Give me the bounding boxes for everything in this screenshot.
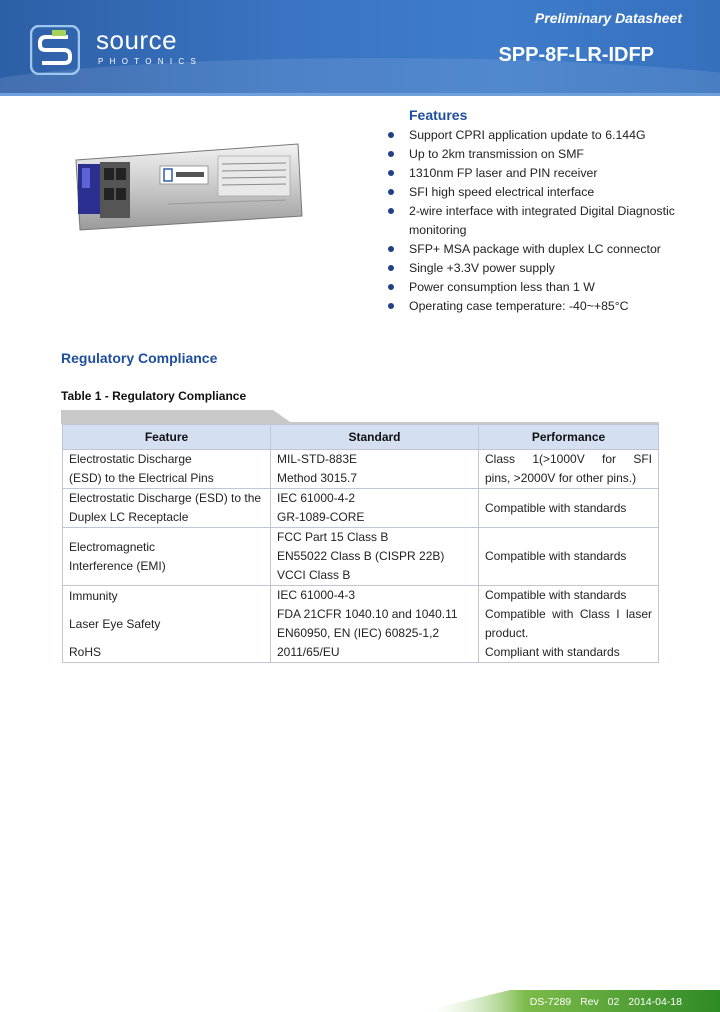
features-list [388, 126, 708, 316]
bullet-icon [388, 132, 394, 138]
regulatory-table [62, 424, 659, 663]
logo-subtitle: PHOTONICS [98, 57, 203, 66]
feature-text: SFP+ MSA package with duplex LC connector [409, 242, 661, 256]
cell-standard [271, 489, 479, 528]
cell-line: Class 1(>1000V for SFI [485, 452, 652, 466]
revision: Rev 02 [580, 996, 620, 1008]
bullet-icon [388, 303, 394, 309]
feature-text: Operating case temperature: -40~+85°C [409, 299, 629, 313]
cell-standard [271, 528, 479, 586]
table-row [63, 489, 659, 528]
feature-item [388, 278, 708, 297]
cell-line: pins, >2000V for other pins.) [485, 471, 637, 485]
part-number: SPP-8F-LR-IDFP [498, 44, 654, 66]
cell-line: IEC 61000-4-2 [277, 491, 356, 505]
cell-line: Electrostatic Discharge [69, 452, 192, 466]
cell-line: Interference (EMI) [69, 558, 166, 573]
cell-performance [479, 528, 659, 586]
cell-line: Duplex LC Receptacle [69, 510, 189, 524]
header-standard: Standard [271, 425, 479, 450]
doc-id: DS-7289 [529, 996, 572, 1008]
cell-standard [271, 450, 479, 489]
cell-feature [63, 450, 271, 489]
feature-text: Power consumption less than 1 W [409, 280, 595, 294]
cell-line: Compliant with standards [485, 645, 620, 659]
cell-line: Electrostatic Discharge (ESD) to the [69, 491, 262, 505]
features-section [388, 107, 708, 316]
bullet-icon [388, 170, 394, 176]
sfp-module-image [68, 138, 304, 234]
features-title: Features [409, 107, 468, 123]
regulatory-title: Regulatory Compliance [61, 350, 218, 366]
cell-performance [479, 586, 659, 663]
feature-item [388, 240, 708, 259]
cell-line: GR-1089-CORE [277, 510, 365, 524]
bullet-icon [388, 208, 394, 214]
feature-text: Up to 2km transmission on SMF [409, 147, 584, 161]
company-logo [30, 25, 220, 75]
cell-line: VCCI Class B [277, 568, 351, 582]
feature-item [388, 297, 708, 316]
header-performance: Performance [479, 425, 659, 450]
logo-s-icon [30, 25, 80, 75]
feature-item [388, 202, 708, 240]
document-type: Preliminary Datasheet [534, 10, 682, 26]
cell-line: FCC Part 15 Class B [277, 530, 389, 544]
page-header [0, 0, 720, 93]
table-header-row [63, 425, 659, 450]
bullet-icon [388, 246, 394, 252]
feature-item [388, 259, 708, 278]
feature-text: 2-wire interface with integrated Digital Diagnostic monitoring [409, 204, 675, 237]
cell-line: Compatible with standards [485, 500, 627, 515]
logo-wordmark: source [96, 25, 178, 55]
feature-text: Support CPRI application update to 6.144G [409, 128, 646, 142]
doc-date: 2014-04-18 [628, 996, 682, 1008]
cell-feature [63, 528, 271, 586]
cell-line: Electromagnetic [69, 539, 156, 554]
table-row [63, 586, 659, 663]
cell-line: (ESD) to the Electrical Pins [69, 471, 214, 485]
feature-item [388, 183, 708, 202]
cell-line: EN60950, EN (IEC) 60825-1,2 [277, 626, 440, 640]
feature-item [388, 126, 708, 145]
bullet-icon [388, 151, 394, 157]
feature-text: Single +3.3V power supply [409, 261, 555, 275]
feature-text: 1310nm FP laser and PIN receiver [409, 166, 598, 180]
table-row [63, 450, 659, 489]
table-tab-decoration [61, 410, 659, 424]
cell-line: product. [485, 626, 529, 640]
cell-line: RoHS [69, 644, 102, 659]
footer-info [530, 996, 682, 1008]
feature-text: SFI high speed electrical interface [409, 185, 595, 199]
feature-item [388, 145, 708, 164]
cell-line: FDA 21CFR 1040.10 and 1040.11 [277, 607, 458, 621]
cell-performance [479, 450, 659, 489]
header-feature: Feature [63, 425, 271, 450]
table-row [63, 528, 659, 586]
cell-line: Compatible with Class I laser [485, 607, 652, 621]
cell-feature [63, 489, 271, 528]
cell-line: Immunity [69, 588, 118, 603]
cell-line: Method 3015.7 [277, 471, 358, 485]
bullet-icon [388, 189, 394, 195]
bullet-icon [388, 265, 394, 271]
table-caption: Table 1 - Regulatory Compliance [61, 389, 247, 403]
cell-line: Laser Eye Safety [69, 616, 161, 631]
bullet-icon [388, 284, 394, 290]
cell-line: Compatible with standards [485, 549, 627, 563]
feature-item [388, 164, 708, 183]
cell-standard [271, 586, 479, 663]
cell-line: IEC 61000-4-3 [277, 588, 356, 602]
cell-line: Compatible with standards [485, 588, 627, 602]
cell-feature [63, 586, 271, 663]
header-rule [0, 93, 720, 96]
cell-line: MIL-STD-883E [277, 452, 358, 466]
cell-line: 2011/65/EU [277, 645, 340, 659]
cell-performance [479, 489, 659, 528]
cell-line: EN55022 Class B (CISPR 22B) [277, 549, 445, 563]
